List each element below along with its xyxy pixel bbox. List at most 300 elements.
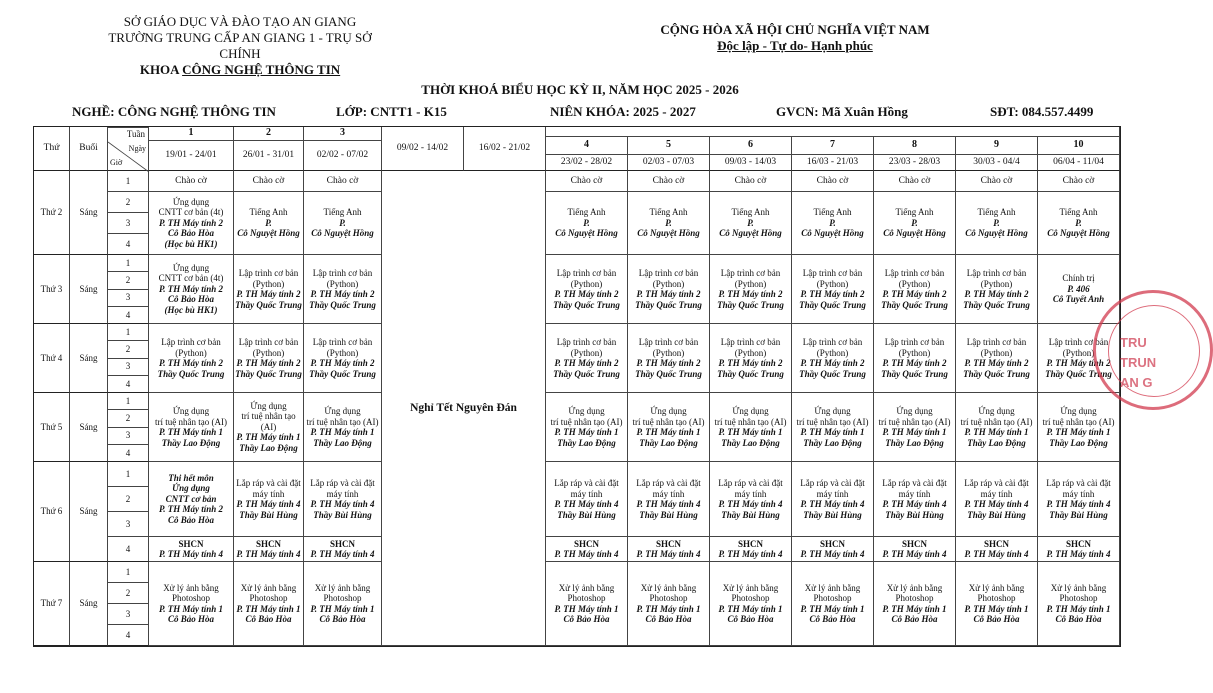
day-7: Thứ 7 [34,562,70,646]
saturday-week-5-lesson-line-4: Cô Bảo Hòa [645,614,692,624]
saturday-week-2-lesson-line-4: Cô Bảo Hòa [245,614,292,624]
thursday-week-8-lesson-line-1: Ứng dụng [896,406,933,416]
friday-week-6-lesson-line-1: Lắp ráp và cài đặt [718,478,783,488]
wednesday-week-4-lesson [546,324,628,393]
holiday-cell: Nghỉ Tết Nguyên Đán [382,171,546,646]
thursday-week-1-lesson [149,393,234,462]
friday-shcn-week-3 [304,537,382,562]
friday-week-3-lesson-line-3: P. TH Máy tính 4 [310,499,375,509]
friday-week-3-lesson-line-2: máy tính [326,488,359,499]
tuesday-week-2-lesson [234,255,304,324]
friday-week-1-lesson-line-2: Ứng dụng [172,483,210,494]
monday-week-8-lesson-line-1: Tiếng Anh [895,207,934,218]
session-5: Sáng [70,393,108,462]
wednesday-week-5-lesson [628,324,710,393]
tuesday-week-7-lesson-line-3: P. TH Máy tính 2 [800,289,865,299]
monday-week-1-lesson-line-1: Ứng dụng [172,196,210,207]
monday-week-3-lesson-line-3: Cô Nguyệt Hồng [311,228,374,239]
wednesday-week-5-lesson-line-2: (Python) [652,347,685,358]
friday-shcn-week-4-line-1: SHCN [573,538,599,549]
period-2-3: 3 [108,213,149,234]
monday-flag-6: Chào cờ [710,171,792,192]
tuesday-week-6-lesson-line-4: Thầy Quốc Trung [717,299,784,310]
week-dates-7: 16/03 - 21/03 [792,155,874,171]
saturday-week-9-lesson [956,562,1038,646]
monday-week-10-lesson-line-3: Cô Nguyệt Hồng [1047,228,1110,239]
monday-flag-1: Chào cờ [149,171,234,192]
friday-shcn-week-1-line-2: P. TH Máy tính 4 [158,549,224,559]
tuesday-week-7-lesson-line-2: (Python) [816,278,849,289]
header-ngay: Ngày [128,144,146,153]
session-6: Sáng [70,462,108,562]
thursday-week-6-lesson-line-2: trí tuệ nhân tạo (AI) [714,416,787,427]
phone-number: SĐT: 084.557.4499 [990,104,1094,119]
friday-week-7-lesson-line-1: Lắp ráp và cài đặt [800,478,865,488]
friday-shcn-week-10-line-1: SHCN [1065,538,1091,549]
friday-week-10-lesson-line-2: máy tính [1062,488,1095,499]
saturday-week-8-lesson-line-3: P. TH Máy tính 1 [882,603,947,614]
faculty-prefix: KHOA [139,62,183,77]
monday-flag-9: Chào cờ [956,171,1038,192]
friday-shcn-week-8-line-2: P. TH Máy tính 4 [882,549,947,559]
monday-flag-2: Chào cờ [234,171,304,192]
wednesday-week-2-lesson-line-2: (Python) [252,347,285,358]
tuesday-week-9-lesson [956,255,1038,324]
monday-week-8-lesson [874,192,956,255]
wednesday-week-5-lesson-line-4: Thầy Quốc Trung [635,368,702,379]
thursday-week-4-lesson-line-3: P. TH Máy tính 1 [554,427,619,437]
friday-week-10-lesson-line-3: P. TH Máy tính 4 [1046,499,1111,509]
tuesday-week-2-lesson-line-1: Lập trình cơ bản [238,268,299,278]
friday-shcn-week-3-line-1: SHCN [329,538,355,549]
thursday-week-5-lesson-line-2: trí tuệ nhân tạo (AI) [632,416,705,427]
official-stamp [1093,290,1213,410]
tuesday-week-5-lesson-line-4: Thầy Quốc Trung [635,299,702,310]
monday-flag-4: Chào cờ [546,171,628,192]
wednesday-week-3-lesson-line-3: P. TH Máy tính 2 [310,358,375,368]
national-header [630,22,960,54]
thursday-week-2-lesson-line-2: trí tuệ nhân tạo (AI) [241,411,296,432]
thursday-week-6-lesson [710,393,792,462]
friday-week-8-lesson-line-3: P. TH Máy tính 4 [882,499,947,509]
wednesday-week-2-lesson-line-3: P. TH Máy tính 2 [236,358,301,368]
tuesday-week-2-lesson-line-2: (Python) [252,278,285,289]
friday-shcn-week-8-line-1: SHCN [901,538,927,549]
friday-shcn-week-1-line-1: SHCN [178,538,204,549]
wednesday-week-7-lesson-line-3: P. TH Máy tính 2 [800,358,865,368]
saturday-week-1-lesson-line-4: Cô Bảo Hòa [167,614,214,624]
wednesday-week-9-lesson-line-3: P. TH Máy tính 2 [964,358,1029,368]
saturday-week-3-lesson [304,562,382,646]
friday-shcn-week-8 [874,537,956,562]
wednesday-week-4-lesson-line-1: Lập trình cơ bản [556,337,617,347]
stamp-line-2: TRUN [1120,355,1157,370]
stamp-line-3: AN G [1120,375,1153,390]
friday-week-5-lesson-line-3: P. TH Máy tính 4 [636,499,701,509]
week-number-6: 6 [710,137,792,155]
saturday-week-6-lesson [710,562,792,646]
friday-week-10-lesson-line-1: Lắp ráp và cài đặt [1046,478,1111,488]
thursday-week-7-lesson-line-3: P. TH Máy tính 1 [800,427,865,437]
saturday-week-1-lesson-line-1: Xử lý ảnh bằng [163,582,219,593]
tuesday-week-1-lesson [149,255,234,324]
saturday-week-6-lesson-line-1: Xử lý ảnh bằng [722,582,779,593]
session-2: Sáng [70,171,108,255]
day-2: Thứ 2 [34,171,70,255]
friday-week-6-lesson-line-3: P. TH Máy tính 4 [718,499,783,509]
friday-shcn-week-6-line-2: P. TH Máy tính 4 [718,549,783,559]
wednesday-week-6-lesson-line-3: P. TH Máy tính 2 [718,358,783,368]
week-dates-8: 23/03 - 28/03 [874,155,956,171]
thursday-week-8-lesson-line-4: Thầy Lao Động [885,437,944,448]
friday-week-10-lesson-line-4: Thầy Bùi Hùng [1049,509,1108,520]
wednesday-week-4-lesson-line-3: P. TH Máy tính 2 [554,358,619,368]
wednesday-week-4-lesson-line-4: Thầy Quốc Trung [553,368,620,379]
monday-week-5-lesson-line-3: Cô Nguyệt Hồng [637,228,700,239]
week-number-9: 9 [956,137,1038,155]
saturday-week-10-lesson-line-4: Cô Bảo Hòa [1055,614,1102,624]
friday-week-4-lesson-line-2: máy tính [570,488,603,499]
tuesday-week-7-lesson-line-1: Lập trình cơ bản [802,268,863,278]
monday-week-4-lesson-line-1: Tiếng Anh [567,207,606,218]
cohort-label: NIÊN KHÓA: 2025 - 2027 [550,104,696,119]
monday-week-1-lesson-line-3: P. TH Máy tính 2 [158,217,224,228]
tuesday-week-9-lesson-line-3: P. TH Máy tính 2 [964,289,1029,299]
saturday-week-4-lesson [546,562,628,646]
saturday-week-6-lesson-line-2: Photoshop [731,593,770,603]
friday-week-9-lesson-line-4: Thầy Bùi Hùng [967,509,1026,520]
friday-week-8-lesson [874,462,956,537]
tuesday-week-3-lesson-line-2: (Python) [326,278,359,289]
wednesday-week-8-lesson-line-4: Thầy Quốc Trung [881,368,948,379]
saturday-week-7-lesson-line-4: Cô Bảo Hòa [809,614,856,624]
department-name: SỞ GIÁO DỤC VÀ ĐÀO TẠO AN GIANG [123,14,357,29]
period-2-1: 1 [108,171,149,192]
wednesday-week-5-lesson-line-1: Lập trình cơ bản [638,337,699,347]
faculty-line [90,62,390,78]
saturday-week-10-lesson-line-3: P. TH Máy tính 1 [1046,603,1111,614]
wednesday-week-8-lesson-line-1: Lập trình cơ bản [884,337,945,347]
wednesday-week-1-lesson [149,324,234,393]
friday-week-8-lesson-line-2: máy tính [898,488,931,499]
thursday-week-8-lesson-line-2: trí tuệ nhân tạo (AI) [878,416,951,427]
thursday-week-9-lesson [956,393,1038,462]
wednesday-week-4-lesson-line-2: (Python) [570,347,603,358]
tuesday-week-1-lesson-line-3: P. TH Máy tính 2 [158,283,224,294]
friday-week-2-lesson-line-4: Thầy Bùi Hùng [239,509,298,520]
friday-shcn-week-5 [628,537,710,562]
friday-shcn-week-7 [792,537,874,562]
wednesday-week-7-lesson-line-4: Thầy Quốc Trung [799,368,866,379]
friday-week-6-lesson-line-2: máy tính [734,488,767,499]
friday-week-5-lesson-line-1: Lắp ráp và cài đặt [636,478,701,488]
friday-week-4-lesson-line-4: Thầy Bùi Hùng [557,509,616,520]
saturday-week-3-lesson-line-2: Photoshop [323,593,362,603]
period-3-1: 1 [108,255,149,272]
thursday-week-4-lesson-line-1: Ứng dụng [568,406,605,416]
tuesday-week-1-lesson-line-5: (Học bù HK1) [164,304,218,315]
saturday-week-8-lesson-line-4: Cô Bảo Hòa [891,614,938,624]
saturday-week-7-lesson-line-2: Photoshop [813,593,852,603]
saturday-week-5-lesson-line-3: P. TH Máy tính 1 [636,603,701,614]
saturday-week-2-lesson [234,562,304,646]
period-3-2: 2 [108,272,149,289]
week-dates-4: 23/02 - 28/02 [546,155,628,171]
thursday-week-4-lesson-line-4: Thầy Lao Động [557,437,616,448]
saturday-week-7-lesson-line-1: Xử lý ảnh bằng [804,582,861,593]
wednesday-week-2-lesson-line-1: Lập trình cơ bản [238,337,299,347]
monday-flag-7: Chào cờ [792,171,874,192]
tuesday-week-3-lesson [304,255,382,324]
friday-shcn-week-2-line-1: SHCN [255,538,281,549]
friday-shcn-week-7-line-2: P. TH Máy tính 4 [800,549,865,559]
period-6-2: 2 [108,487,149,512]
thursday-week-10-lesson-line-4: Thầy Lao Động [1049,437,1108,448]
period-6-1: 1 [108,462,149,487]
friday-week-7-lesson-line-2: máy tính [816,488,849,499]
tuesday-week-6-lesson-line-1: Lập trình cơ bản [720,268,781,278]
monday-week-9-lesson-line-3: Cô Nguyệt Hồng [965,228,1028,239]
period-3-3: 3 [108,290,149,307]
major-label: NGHỀ: CÔNG NGHỆ THÔNG TIN [72,104,276,119]
tuesday-week-10-lesson-line-1: Chính trị [1062,273,1095,284]
tuesday-week-4-lesson-line-4: Thầy Quốc Trung [553,299,620,310]
saturday-week-10-lesson-line-2: Photoshop [1059,593,1098,603]
tuesday-week-3-lesson-line-3: P. TH Máy tính 2 [310,289,375,299]
week-number-5: 5 [628,137,710,155]
saturday-week-5-lesson-line-1: Xử lý ảnh bằng [640,582,697,593]
friday-shcn-week-2 [234,537,304,562]
homeroom-teacher: GVCN: Mã Xuân Hồng [776,104,908,119]
saturday-week-3-lesson-line-3: P. TH Máy tính 1 [310,603,375,614]
friday-week-1-lesson-line-4: P. TH Máy tính 2 [158,504,224,515]
tuesday-week-9-lesson-line-1: Lập trình cơ bản [966,268,1027,278]
wednesday-week-1-lesson-line-3: P. TH Máy tính 2 [158,358,224,368]
tuesday-week-8-lesson-line-1: Lập trình cơ bản [884,268,945,278]
tuesday-week-8-lesson-line-3: P. TH Máy tính 2 [882,289,947,299]
class-label: LỚP: CNTT1 - K15 [336,104,447,119]
monday-week-7-lesson-line-1: Tiếng Anh [813,207,852,218]
monday-week-8-lesson-line-3: Cô Nguyệt Hồng [883,228,946,239]
session-3: Sáng [70,255,108,324]
wednesday-week-9-lesson [956,324,1038,393]
period-4-3: 3 [108,359,149,376]
monday-flag-3: Chào cờ [304,171,382,192]
faculty-name: CÔNG NGHỆ THÔNG TIN [182,62,341,77]
wednesday-week-1-lesson-line-1: Lập trình cơ bản [161,337,221,347]
wednesday-week-7-lesson [792,324,874,393]
tuesday-week-1-lesson-line-1: Ứng dụng [172,262,210,273]
thursday-week-10-lesson-line-1: Ứng dụng [1060,406,1097,416]
wednesday-week-8-lesson-line-3: P. TH Máy tính 2 [882,358,947,368]
friday-shcn-week-5-line-2: P. TH Máy tính 4 [636,549,701,559]
friday-week-9-lesson-line-1: Lắp ráp và cài đặt [964,478,1029,488]
saturday-week-3-lesson-line-1: Xử lý ảnh bằng [314,582,371,593]
wednesday-week-9-lesson-line-1: Lập trình cơ bản [966,337,1027,347]
period-5-4: 4 [108,445,149,462]
tuesday-week-2-lesson-line-4: Thầy Quốc Trung [235,299,302,310]
period-7-3: 3 [108,604,149,625]
period-4-2: 2 [108,341,149,358]
monday-week-2-lesson-line-3: Cô Nguyệt Hồng [237,228,300,239]
friday-week-3-lesson-line-4: Thầy Bùi Hùng [313,509,372,520]
friday-week-7-lesson-line-4: Thầy Bùi Hùng [803,509,862,520]
tuesday-week-3-lesson-line-1: Lập trình cơ bản [312,268,373,278]
monday-week-4-lesson [546,192,628,255]
period-6-4: 4 [108,537,149,562]
friday-week-8-lesson-line-1: Lắp ráp và cài đặt [882,478,947,488]
national-motto: Độc lập - Tự do- Hạnh phúc [717,38,873,53]
monday-week-3-lesson-line-2: P. [339,217,346,228]
wednesday-week-6-lesson-line-2: (Python) [734,347,767,358]
wednesday-week-10-lesson-line-2: (Python) [1062,347,1095,358]
wednesday-week-10-lesson-line-1: Lập trình cơ bản [1048,337,1109,347]
stamp-line-1: TRU [1120,335,1147,350]
friday-week-4-lesson [546,462,628,537]
friday-week-2-lesson-line-2: máy tính [252,488,285,499]
thursday-week-5-lesson [628,393,710,462]
monday-week-5-lesson-line-2: P. [665,217,672,228]
saturday-week-4-lesson-line-3: P. TH Máy tính 1 [554,603,619,614]
friday-week-1-lesson [149,462,234,537]
saturday-week-4-lesson-line-4: Cô Bảo Hòa [563,614,610,624]
friday-shcn-week-6-line-1: SHCN [737,538,763,549]
session-4: Sáng [70,324,108,393]
wednesday-week-9-lesson-line-2: (Python) [980,347,1013,358]
thursday-week-5-lesson-line-3: P. TH Máy tính 1 [636,427,701,437]
thursday-week-7-lesson-line-2: trí tuệ nhân tạo (AI) [796,416,869,427]
wednesday-week-7-lesson-line-2: (Python) [816,347,849,358]
header-tuan: Tuần [126,129,145,139]
tuesday-week-9-lesson-line-4: Thầy Quốc Trung [963,299,1030,310]
saturday-week-2-lesson-line-3: P. TH Máy tính 1 [236,603,301,614]
thursday-week-9-lesson-line-3: P. TH Máy tính 1 [964,427,1029,437]
republic-name: CỘNG HÒA XÃ HỘI CHỦ NGHĨA VIỆT NAM [660,22,930,37]
saturday-week-8-lesson-line-2: Photoshop [895,593,934,603]
thursday-week-10-lesson-line-2: trí tuệ nhân tạo (AI) [1042,416,1115,427]
tuesday-week-4-lesson-line-3: P. TH Máy tính 2 [554,289,619,299]
friday-week-5-lesson-line-4: Thầy Bùi Hùng [639,509,698,520]
friday-week-2-lesson-line-3: P. TH Máy tính 4 [236,499,301,509]
day-6: Thứ 6 [34,462,70,562]
saturday-week-6-lesson-line-4: Cô Bảo Hòa [727,614,774,624]
week-number-8: 8 [874,137,956,155]
tuesday-week-4-lesson-line-2: (Python) [570,278,603,289]
monday-week-7-lesson-line-2: P. [829,217,836,228]
thursday-week-1-lesson-line-3: P. TH Máy tính 1 [158,427,224,437]
period-7-4: 4 [108,625,149,646]
wednesday-week-3-lesson-line-2: (Python) [326,347,359,358]
wednesday-week-5-lesson-line-3: P. TH Máy tính 2 [636,358,701,368]
tuesday-week-10-lesson-line-3: Cô Tuyết Anh [1052,294,1105,305]
monday-week-9-lesson-line-2: P. [993,217,1000,228]
header-buoi: Buổi [70,127,108,171]
thursday-week-3-lesson [304,393,382,462]
thursday-week-9-lesson-line-1: Ứng dụng [978,406,1015,416]
thursday-week-1-lesson-line-1: Ứng dụng [172,406,210,416]
friday-shcn-week-5-line-1: SHCN [655,538,681,549]
friday-week-3-lesson-line-1: Lắp ráp và cài đặt [310,478,375,488]
wednesday-week-7-lesson-line-1: Lập trình cơ bản [802,337,863,347]
friday-shcn-week-9-line-1: SHCN [983,538,1009,549]
day-3: Thứ 3 [34,255,70,324]
org-header [90,14,390,78]
thursday-week-2-lesson-line-3: P. TH Máy tính 1 [236,432,301,443]
monday-week-6-lesson-line-3: Cô Nguyệt Hồng [719,228,782,239]
tuesday-week-4-lesson-line-1: Lập trình cơ bản [556,268,617,278]
stamp-text [1120,333,1156,393]
thursday-week-8-lesson-line-3: P. TH Máy tính 1 [882,427,947,437]
friday-week-5-lesson [628,462,710,537]
monday-week-1-lesson-line-4: Cô Bảo Hòa [167,228,214,239]
monday-flag-5: Chào cờ [628,171,710,192]
tuesday-week-10-lesson-line-2: P. 406 [1067,283,1090,294]
tuesday-week-6-lesson-line-2: (Python) [734,278,767,289]
wednesday-week-3-lesson [304,324,382,393]
friday-shcn-week-6 [710,537,792,562]
week-dates-10: 06/04 - 11/04 [1038,155,1120,171]
thursday-week-7-lesson-line-1: Ứng dụng [814,406,851,416]
saturday-week-2-lesson-line-2: Photoshop [249,593,288,603]
day-5: Thứ 5 [34,393,70,462]
monday-week-6-lesson [710,192,792,255]
friday-week-6-lesson-line-4: Thầy Bùi Hùng [721,509,780,520]
saturday-week-6-lesson-line-3: P. TH Máy tính 1 [718,603,783,614]
friday-week-3-lesson [304,462,382,537]
header-gio: Giờ [110,158,123,167]
tuesday-week-5-lesson-line-1: Lập trình cơ bản [638,268,699,278]
saturday-week-2-lesson-line-1: Xử lý ảnh bằng [240,582,297,593]
thursday-week-2-lesson-line-1: Ứng dụng [250,400,287,411]
saturday-week-5-lesson [628,562,710,646]
session-7: Sáng [70,562,108,646]
period-5-3: 3 [108,428,149,445]
tuesday-week-5-lesson [628,255,710,324]
thursday-week-2-lesson [234,393,304,462]
friday-week-2-lesson-line-1: Lắp ráp và cài đặt [236,478,301,488]
header-gap-band [546,127,1120,137]
monday-week-8-lesson-line-2: P. [911,217,918,228]
thursday-week-10-lesson [1038,393,1120,462]
header-thu: Thứ [34,127,70,171]
thursday-week-6-lesson-line-3: P. TH Máy tính 1 [718,427,783,437]
wednesday-week-6-lesson [710,324,792,393]
period-5-2: 2 [108,410,149,427]
saturday-week-10-lesson [1038,562,1120,646]
period-2-2: 2 [108,192,149,213]
thursday-week-5-lesson-line-1: Ứng dụng [650,406,687,416]
tuesday-week-7-lesson-line-4: Thầy Quốc Trung [799,299,866,310]
week-dates-5: 02/03 - 07/03 [628,155,710,171]
tuesday-week-7-lesson [792,255,874,324]
tuesday-week-8-lesson [874,255,956,324]
week-number-1: 1 [149,127,234,141]
wednesday-week-3-lesson-line-4: Thầy Quốc Trung [309,368,376,379]
day-4: Thứ 4 [34,324,70,393]
saturday-week-9-lesson-line-2: Photoshop [977,593,1016,603]
friday-week-8-lesson-line-4: Thầy Bùi Hùng [885,509,944,520]
monday-week-9-lesson [956,192,1038,255]
tuesday-week-4-lesson [546,255,628,324]
monday-flag-8: Chào cờ [874,171,956,192]
friday-shcn-week-7-line-1: SHCN [819,538,845,549]
tuesday-week-8-lesson-line-2: (Python) [898,278,931,289]
period-7-1: 1 [108,562,149,583]
saturday-week-9-lesson-line-4: Cô Bảo Hòa [973,614,1020,624]
wednesday-week-8-lesson-line-2: (Python) [898,347,931,358]
friday-shcn-week-10 [1038,537,1120,562]
monday-week-4-lesson-line-3: Cô Nguyệt Hồng [555,228,618,239]
